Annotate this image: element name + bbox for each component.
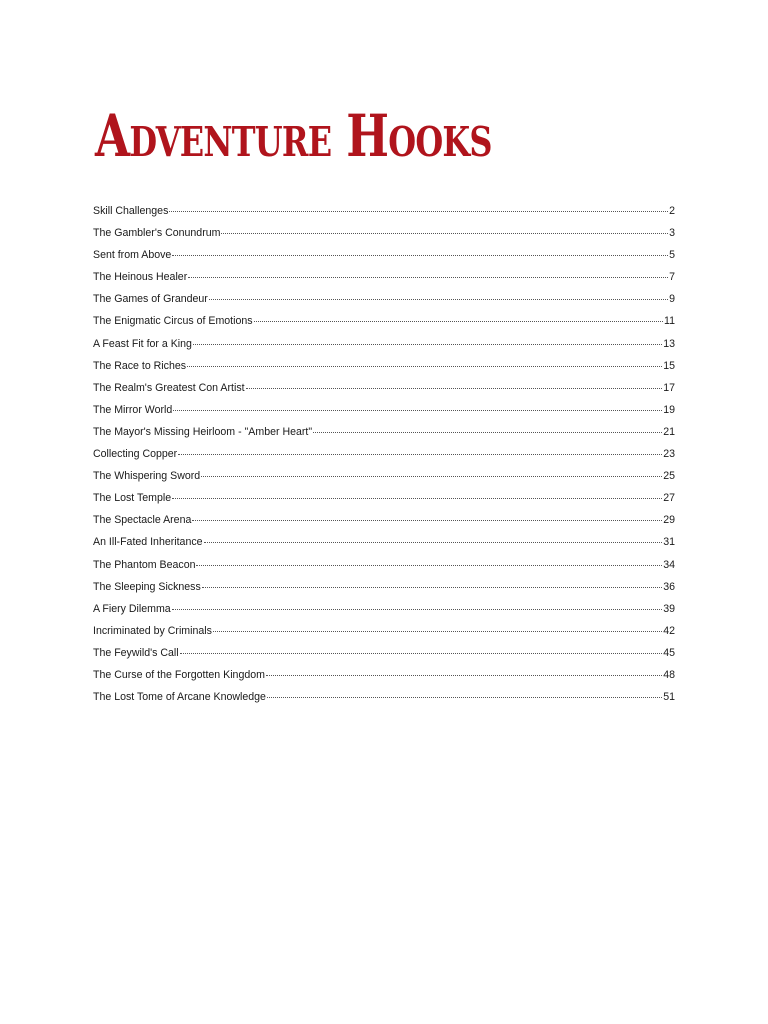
toc-entry[interactable]	[93, 382, 675, 404]
toc-dot-leader	[204, 541, 663, 543]
toc-dot-leader	[201, 475, 662, 477]
toc-entry[interactable]	[93, 559, 675, 581]
toc-entry-page-number: 39	[663, 602, 675, 615]
toc-entry[interactable]	[93, 249, 675, 271]
toc-entry-page-number: 34	[663, 558, 675, 571]
toc-entry-title: An Ill-Fated Inheritance	[93, 536, 203, 549]
toc-entry-page-number: 48	[663, 668, 675, 681]
toc-dot-leader	[246, 387, 663, 389]
toc-entry-title: A Feast Fit for a King	[93, 337, 192, 350]
toc-entry[interactable]	[93, 426, 675, 448]
toc-entry[interactable]	[93, 492, 675, 514]
toc-entry-page-number: 31	[663, 536, 675, 549]
toc-entry-title: The Realm's Greatest Con Artist	[93, 381, 245, 394]
toc-entry[interactable]	[93, 205, 675, 227]
toc-entry-page-number: 3	[669, 227, 675, 240]
toc-dot-leader	[180, 652, 663, 654]
toc-entry-page-number: 9	[669, 293, 675, 306]
toc-dot-leader	[221, 232, 668, 234]
toc-entry[interactable]	[93, 315, 675, 337]
toc-entry-page-number: 11	[664, 315, 675, 328]
toc-entry-title: Collecting Copper	[93, 448, 178, 461]
toc-dot-leader	[267, 696, 662, 698]
toc-dot-leader	[172, 497, 662, 499]
toc-entry-page-number: 29	[663, 514, 675, 527]
toc-entry-page-number: 17	[663, 381, 675, 394]
table-of-contents	[93, 205, 675, 713]
toc-entry[interactable]	[93, 227, 675, 249]
toc-entry-page-number: 21	[663, 425, 675, 438]
toc-entry-page-number: 13	[663, 337, 675, 350]
toc-entry[interactable]	[93, 514, 675, 536]
toc-dot-leader	[193, 343, 662, 345]
toc-entry[interactable]	[93, 691, 675, 713]
toc-dot-leader	[187, 365, 662, 367]
toc-dot-leader	[202, 586, 662, 588]
toc-entry-page-number: 45	[663, 646, 675, 659]
toc-dot-leader	[173, 409, 662, 411]
toc-entry[interactable]	[93, 448, 675, 470]
toc-entry-title: The Heinous Healer	[93, 271, 188, 284]
toc-entry-title: The Feywild's Call	[93, 646, 179, 659]
toc-entry-page-number: 42	[663, 624, 675, 637]
toc-entry-title: Skill Challenges	[93, 205, 169, 217]
toc-entry-page-number: 51	[663, 691, 675, 704]
toc-dot-leader	[169, 210, 668, 212]
toc-entry-page-number: 36	[663, 580, 675, 593]
toc-entry-title: The Lost Temple	[93, 492, 172, 505]
toc-entry-page-number: 15	[663, 359, 675, 372]
toc-entry-title: The Enigmatic Circus of Emotions	[93, 315, 253, 328]
page-title: Adventure Hooks	[95, 102, 492, 170]
toc-dot-leader	[172, 254, 668, 256]
toc-entry-title: The Sleeping Sickness	[93, 580, 201, 593]
toc-entry-title: The Phantom Beacon	[93, 558, 196, 571]
toc-entry-page-number: 19	[663, 403, 675, 416]
toc-entry[interactable]	[93, 338, 675, 360]
toc-entry[interactable]	[93, 470, 675, 492]
toc-dot-leader	[213, 630, 662, 632]
toc-entry[interactable]	[93, 404, 675, 426]
toc-dot-leader	[254, 320, 663, 322]
toc-entry-page-number: 27	[663, 492, 675, 505]
toc-entry-title: The Games of Grandeur	[93, 293, 208, 306]
toc-entry-page-number: 7	[669, 271, 675, 284]
toc-dot-leader	[172, 608, 663, 610]
toc-dot-leader	[196, 564, 662, 566]
toc-entry-title: The Mirror World	[93, 403, 173, 416]
toc-entry[interactable]	[93, 360, 675, 382]
toc-entry-page-number: 2	[669, 205, 675, 217]
toc-entry[interactable]	[93, 603, 675, 625]
toc-entry[interactable]	[93, 647, 675, 669]
toc-entry-title: The Curse of the Forgotten Kingdom	[93, 668, 265, 681]
toc-entry[interactable]	[93, 271, 675, 293]
toc-entry[interactable]	[93, 536, 675, 558]
toc-entry[interactable]	[93, 669, 675, 691]
toc-entry-title: The Whispering Sword	[93, 470, 201, 483]
toc-entry-page-number: 5	[669, 249, 675, 262]
toc-entry-title: The Race to Riches	[93, 359, 187, 372]
toc-entry[interactable]	[93, 625, 675, 647]
toc-entry-title: The Gambler's Conundrum	[93, 227, 221, 240]
toc-dot-leader	[313, 431, 662, 433]
toc-entry[interactable]	[93, 293, 675, 315]
toc-dot-leader	[192, 519, 662, 521]
toc-entry-title: The Spectacle Arena	[93, 514, 192, 527]
toc-entry-title: A Fiery Dilemma	[93, 602, 171, 615]
toc-dot-leader	[178, 453, 662, 455]
toc-entry-title: Sent from Above	[93, 249, 172, 262]
toc-entry-page-number: 23	[663, 448, 675, 461]
toc-entry-page-number: 25	[663, 470, 675, 483]
toc-entry-title: The Mayor's Missing Heirloom - "Amber Heart"	[93, 425, 313, 438]
toc-entry-title: The Lost Tome of Arcane Knowledge	[93, 691, 266, 704]
toc-entry-title: Incriminated by Criminals	[93, 624, 212, 637]
toc-entry[interactable]	[93, 581, 675, 603]
toc-dot-leader	[188, 276, 668, 278]
toc-dot-leader	[266, 674, 662, 676]
toc-dot-leader	[209, 298, 668, 300]
